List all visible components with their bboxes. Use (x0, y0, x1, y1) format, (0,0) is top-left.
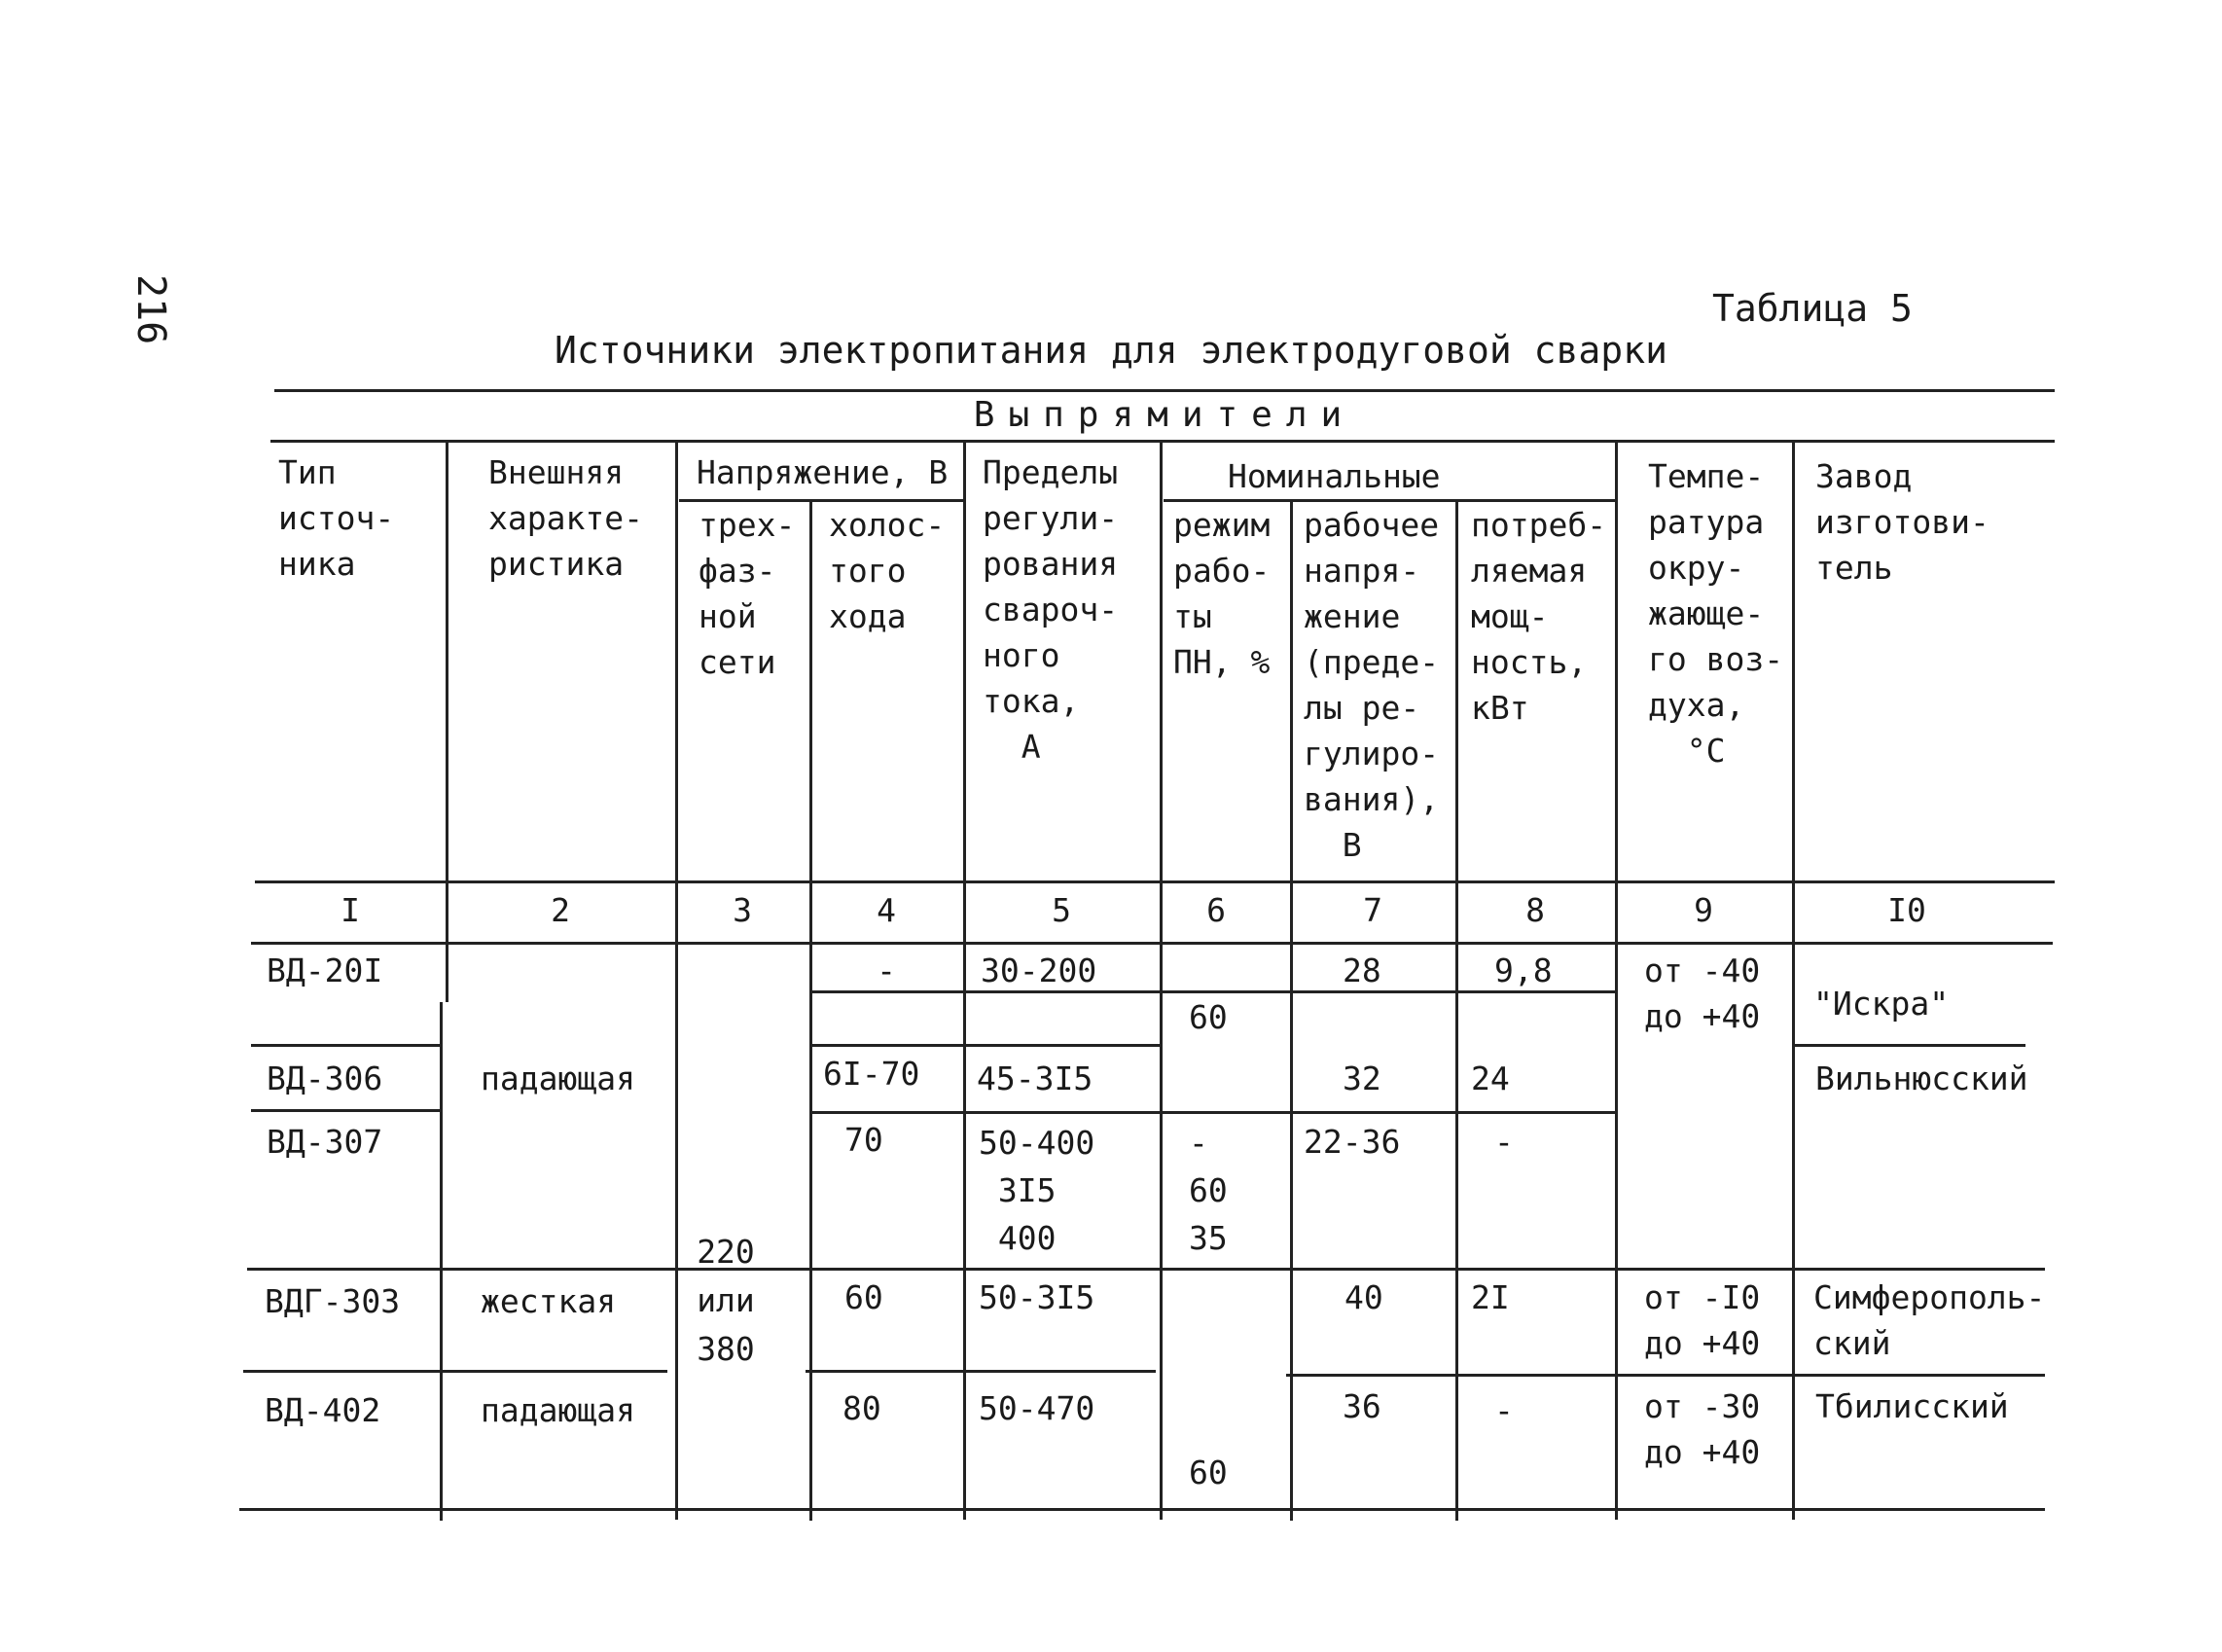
col-line-7 (1455, 499, 1458, 1521)
header-idle: холос- того хода (829, 506, 946, 635)
cell-limits-vd307: 50-400 3I5 400 (979, 1124, 1095, 1257)
cell-limits-vd201: 30-200 (981, 952, 1097, 989)
column-number: I0 (1887, 891, 1926, 929)
cell-temperature-vdg303: от -I0 до +40 (1644, 1278, 1761, 1362)
header-limits: Пределы регули- рования свароч- ного тока, А (983, 453, 1119, 766)
column-number: 6 (1206, 891, 1226, 929)
cell-idle-vd306: 6I-70 (823, 1055, 920, 1093)
rule-bottom (239, 1508, 2045, 1511)
cell-mode-vd201: 60 (1189, 998, 1228, 1036)
header-temperature: Темпе- ратура окру- жающе- го воз- духа, °С (1648, 457, 1784, 770)
table-label: Таблица 5 (1712, 287, 1913, 330)
cell-three-phase: 220 или 380 (697, 1233, 755, 1368)
cell-type-vd306: ВД-306 (267, 1059, 383, 1097)
rule-row1-left (251, 1044, 442, 1047)
cell-power-vdg303: 2I (1471, 1278, 1510, 1316)
cell-idle-vd201: - (877, 952, 896, 989)
col-line-3 (809, 499, 812, 1521)
rule-row4-mid (806, 1370, 1156, 1373)
column-number: 3 (733, 891, 752, 929)
rule-header-bottom (255, 880, 2055, 883)
cell-temperature-vd402: от -30 до +40 (1644, 1387, 1761, 1471)
header-factory: Завод изготови- тель (1815, 457, 1989, 587)
cell-voltage-vd307: 22-36 (1304, 1123, 1401, 1161)
col-line-8 (1615, 440, 1618, 1520)
cell-voltage-vd402: 36 (1343, 1387, 1381, 1425)
rule-row4-left (243, 1370, 667, 1373)
header-mode: режим рабо- ты ПН, % (1173, 506, 1271, 681)
column-number: 8 (1525, 891, 1545, 929)
header-power: потреб- ляемая мощ- ность, кВт (1471, 506, 1607, 727)
cell-power-vd201: 9,8 (1494, 952, 1553, 989)
column-number: 2 (551, 891, 570, 929)
rule-top (274, 389, 2055, 392)
column-number: 5 (1052, 891, 1071, 929)
table-title: Источники электропитания для электродуговой сварки (555, 329, 1667, 372)
cell-limits-vd306: 45-3I5 (977, 1059, 1093, 1097)
rule-row3 (247, 1268, 2045, 1271)
rule-row1-factory (1792, 1044, 2025, 1047)
cell-mode-vd402: 60 (1189, 1454, 1228, 1491)
header-work-voltage: рабочее напря- жение (преде- лы ре- гулиро- вания), В (1304, 506, 1440, 864)
cell-idle-vd307: 70 (844, 1121, 883, 1159)
cell-factory-vd201: "Искра" (1813, 985, 1950, 1023)
cell-external-vd306: падающая (481, 1059, 635, 1097)
cell-type-vd307: ВД-307 (267, 1123, 383, 1161)
rule-row2-right (809, 1111, 1617, 1114)
header-type: Тип источ- ника (278, 453, 395, 583)
cell-factory-vd306: Вильнюсский (1815, 1059, 2028, 1097)
cell-power-vd307: - (1494, 1123, 1514, 1161)
column-number: 4 (877, 891, 896, 929)
column-number: 9 (1694, 891, 1713, 929)
column-number: 7 (1363, 891, 1382, 929)
rule-row4-right (1286, 1374, 2045, 1377)
cell-power-vd306: 24 (1471, 1059, 1510, 1097)
col-line-5 (1160, 440, 1163, 1520)
col-line-1b (440, 1002, 443, 1521)
cell-voltage-vd201: 28 (1343, 952, 1381, 989)
cell-limits-vd402: 50-470 (979, 1389, 1095, 1427)
cell-external-vd402: падающая (481, 1391, 635, 1429)
cell-type-vd201: ВД-20I (267, 952, 383, 989)
rule-row1-right (809, 1044, 1160, 1047)
cell-mode-vd307: - 60 35 (1189, 1124, 1228, 1257)
cell-factory-vdg303: Симферополь- ский (1813, 1278, 2046, 1362)
rule-group (270, 440, 2055, 443)
group-title: Выпрямители (973, 395, 1356, 435)
cell-factory-vd402: Тбилисский (1815, 1387, 2009, 1425)
cell-type-vdg303: ВДГ-303 (265, 1282, 401, 1320)
cell-idle-vdg303: 60 (844, 1278, 883, 1316)
rule-row2-left (251, 1109, 442, 1112)
cell-power-vd402: - (1494, 1391, 1514, 1429)
cell-voltage-vd306: 32 (1343, 1059, 1381, 1097)
col-line-9 (1792, 440, 1795, 1520)
col-line-6 (1290, 499, 1293, 1521)
cell-limits-vdg303: 50-3I5 (979, 1278, 1095, 1316)
header-external: Внешняя характе- ристика (488, 453, 643, 583)
page-number: 216 (128, 274, 173, 345)
header-three-phase: трех- фаз- ной сети (699, 506, 796, 681)
cell-idle-vd402: 80 (842, 1389, 881, 1427)
cell-external-vdg303: жесткая (481, 1282, 617, 1320)
cell-voltage-vdg303: 40 (1344, 1278, 1383, 1316)
column-number: I (340, 891, 360, 929)
header-voltage: Напряжение, В (697, 453, 949, 491)
cell-type-vd402: ВД-402 (265, 1391, 381, 1429)
rule-numbers-bottom (251, 942, 2053, 945)
cell-temperature-vd201: от -40 до +40 (1644, 952, 1761, 1035)
col-line-4 (963, 440, 966, 1520)
header-nominal: Номинальные (1228, 457, 1441, 495)
